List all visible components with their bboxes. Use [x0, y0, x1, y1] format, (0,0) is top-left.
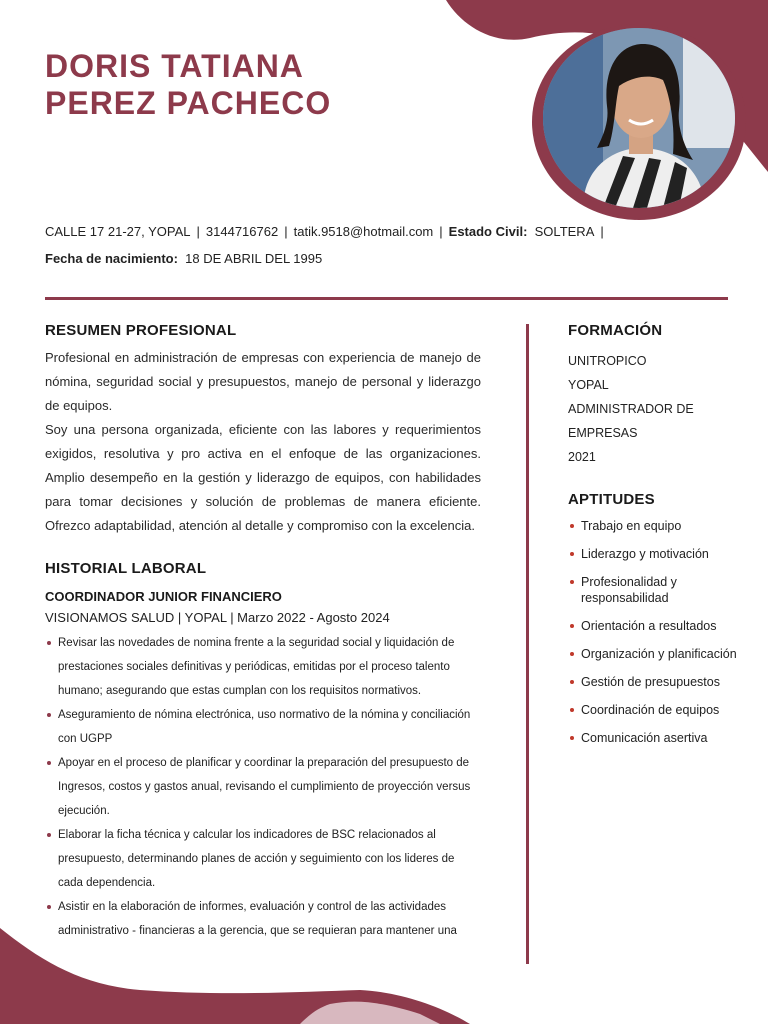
name-line-1: DORIS TATIANA: [45, 48, 304, 84]
name-line-2: PEREZ PACHECO: [45, 85, 332, 121]
skill-item: Trabajo en equipo: [568, 518, 758, 534]
summary-paragraph-2: Soy una persona organizada, eficiente con las labores y requerimientos exigidos, resolutiva y pro activa en el enfoque de las organizaciones. Amplio desempeño en la gestión y liderazgo de equipos, con habilidades para tomar decisiones y solución de problemas de manera eficiente. Ofrezco adaptabilidad, atención al detalle y compromiso con la excelencia.: [45, 422, 481, 533]
contact-row-1: CALLE 17 21-27, YOPAL | 3144716762 | tatik.9518@hotmail.com | Estado Civil: SOLTERA |: [45, 224, 604, 239]
left-column: [45, 322, 481, 943]
birth-label: Fecha de nacimiento:: [45, 251, 178, 266]
phone: 3144716762: [205, 224, 279, 239]
duty-item: Asistir en la elaboración de informes, evaluación y control de las actividades administrativo - financieras a la gerencia, que se requieran para mantener una: [45, 895, 481, 943]
skills-heading: APTITUDES: [568, 491, 655, 508]
horizontal-divider: [45, 297, 728, 300]
duty-item: Aseguramiento de nómina electrónica, uso normativo de la nómina y conciliación con UGPP: [45, 703, 481, 751]
vertical-divider: [526, 324, 529, 964]
summary-heading: RESUMEN PROFESIONAL: [45, 322, 237, 339]
contact-info: [45, 222, 735, 276]
email: tatik.9518@hotmail.com: [293, 224, 434, 239]
skill-item: Liderazgo y motivación: [568, 546, 758, 562]
skill-item: Comunicación asertiva: [568, 730, 758, 746]
job-title: COORDINADOR JUNIOR FINANCIERO: [45, 589, 282, 604]
skill-item: Coordinación de equipos: [568, 702, 758, 718]
education-line: YOPAL: [568, 378, 609, 392]
education-block: [568, 349, 758, 469]
skill-item: Organización y planificación: [568, 646, 758, 662]
civil-status-value: SOLTERA: [534, 224, 595, 239]
duty-item: Apoyar en el proceso de planificar y coordinar la preparación del presupuesto de Ingresos, costos y gastos anual, revisando el cumplimiento de proyección versus ejecución.: [45, 751, 481, 823]
skill-item: Profesionalidad y responsabilidad: [568, 574, 758, 606]
summary-paragraph-1: Profesional en administración de empresas con experiencia de manejo de nómina, seguridad social y presupuestos, manejo de personal y liderazgo de equipos.: [45, 350, 481, 413]
duties-list: [45, 631, 481, 943]
contact-row-2: [45, 249, 735, 269]
skills-list: [568, 518, 758, 746]
right-column: [568, 322, 758, 758]
job-meta: VISIONAMOS SALUD | YOPAL | Marzo 2022 - Agosto 2024: [45, 610, 390, 625]
birth-value: 18 DE ABRIL DEL 1995: [185, 251, 323, 266]
education-heading: FORMACIÓN: [568, 322, 663, 339]
duty-item: Revisar las novedades de nomina frente a la seguridad social y liquidación de prestaciones sociales definitivas y periódicas, emitidas por el proceso talento humano; asegurando que estas cumplan con los requisitos normativos.: [45, 631, 481, 703]
skill-item: Orientación a resultados: [568, 618, 758, 634]
education-line: 2021: [568, 450, 596, 464]
skill-item: Gestión de presupuestos: [568, 674, 758, 690]
work-heading: HISTORIAL LABORAL: [45, 560, 207, 577]
education-line: ADMINISTRADOR DE: [568, 402, 694, 416]
candidate-name: [45, 48, 331, 122]
education-line: EMPRESAS: [568, 426, 638, 440]
civil-status-label: Estado Civil:: [448, 224, 528, 239]
address: CALLE 17 21-27, YOPAL: [45, 224, 191, 239]
duty-item: Elaborar la ficha técnica y calcular los indicadores de BSC relacionados al presupuesto, determinando planes de acción y seguimiento con los lideres de cada dependencia.: [45, 823, 481, 895]
profile-photo: [543, 28, 735, 208]
education-line: UNITROPICO: [568, 354, 647, 368]
